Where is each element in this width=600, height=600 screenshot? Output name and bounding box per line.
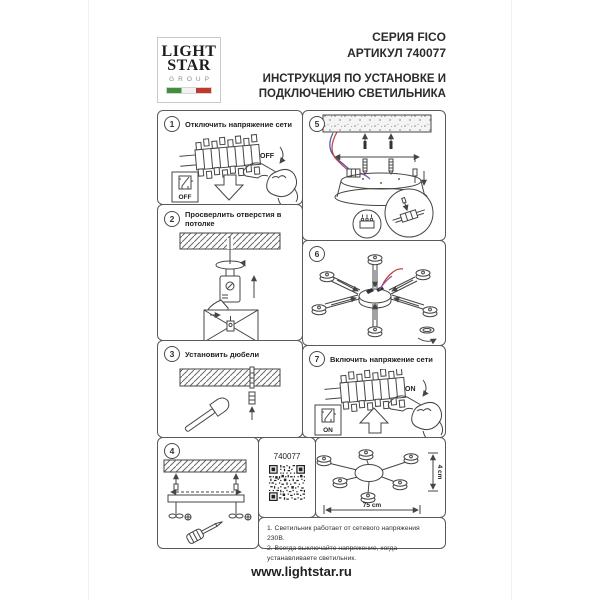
qr-code [269,465,305,501]
arrow-up-icon [360,408,388,433]
mounting-bracket [168,495,244,502]
step-label: Отключить напряжение сети [185,119,292,129]
dowel-hammer-illustration [158,364,302,440]
dowel-icon [249,392,255,404]
article-qr-panel [258,437,316,518]
central-hub [359,289,391,303]
bracket-mounting-illustration [158,454,258,546]
red-wire [332,132,349,171]
page-edge-left [88,0,89,600]
lightstar-logo [157,37,221,103]
step-number-badge: 7 [309,351,325,367]
height-dimension-label: 4 cm [436,464,443,480]
step-3-panel [157,340,303,438]
step-number-badge: 1 [164,116,180,132]
step-number-badge: 3 [164,346,180,362]
logo-word-star: STAR [167,57,211,74]
power-off-illustration [158,134,302,210]
drill-ceiling-illustration [158,230,302,346]
purple-wire [379,276,392,290]
step-label: Установить дюбели [185,349,260,359]
article-label: АРТИКУЛ 740077 [347,46,446,60]
step-number-badge: 4 [164,443,180,459]
logo-word-group: GROUP [169,76,213,83]
lock-ring [420,327,434,333]
canopy-base [341,173,421,189]
step-number-badge: 6 [309,246,325,262]
step-2-panel [157,204,303,341]
sheet-title-line2: ПОДКЛЮЧЕНИЮ СВЕТИЛЬНИКА [258,87,446,100]
step-label: Включить напряжение сети [330,354,433,364]
website-link[interactable]: www.lightstar.ru [251,564,352,579]
step-1-panel [157,110,303,205]
step-6-panel [302,240,446,346]
notes-panel [258,517,446,562]
off-label: OFF [260,153,274,160]
note-line-1: 1. Светильник работает от сетевого напряжения 230В. [267,525,420,542]
logo-word-light: LIGHT [161,43,217,60]
on-label: ON [405,386,416,393]
on-label-small: ON [323,427,333,434]
chandelier-dimensions-drawing [316,439,445,516]
arrow-down-icon [215,175,243,200]
sheet-title-line1: ИНСТРУКЦИЯ ПО УСТАНОВКЕ И [262,73,446,85]
power-on-illustration [303,369,447,444]
off-label-small: OFF [178,194,192,201]
width-dimension-label: 75 cm [362,502,382,509]
step-label: Просверлить отверстия в потолке [185,210,282,228]
dimensions-panel [315,437,446,518]
arm-assembly-illustration [303,248,445,344]
step-number-badge: 5 [309,116,325,132]
screwdriver-icon [186,517,225,544]
hammer-icon [182,395,232,436]
step-number-badge: 2 [164,211,180,227]
italian-flag-stripe [166,87,212,94]
step-5-panel [302,110,446,241]
step-7-panel [302,345,446,438]
central-hub [355,465,383,482]
page-edge-right [511,0,512,600]
article-code: 740077 [273,452,301,461]
step-4-panel [157,437,259,549]
series-label: СЕРИЯ FICO [372,30,446,44]
note-line-2: 2. Всегда выключайте напряжение, когда устанавливаете светильник. [267,545,398,562]
